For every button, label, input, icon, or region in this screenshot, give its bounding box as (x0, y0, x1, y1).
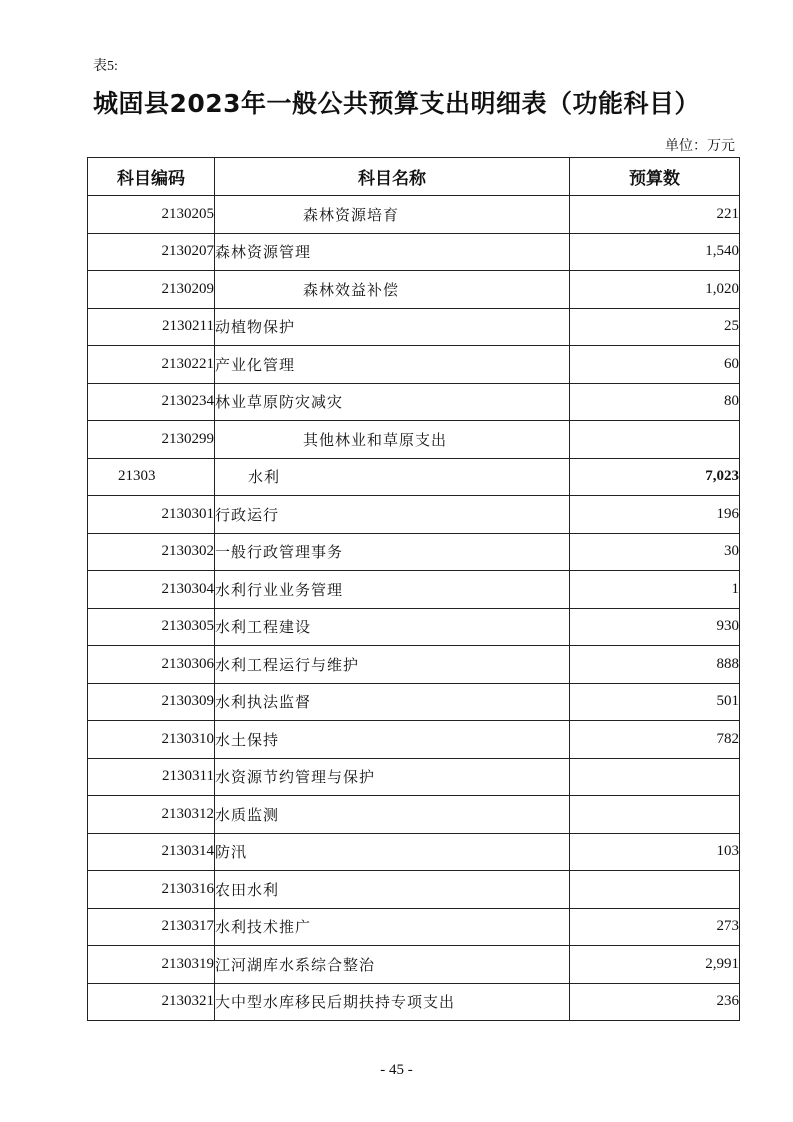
row-name: 水利工程运行与维护 (215, 646, 570, 684)
row-amount: 7,023 (570, 458, 740, 496)
table-row (88, 721, 740, 759)
row-amount (570, 871, 740, 909)
row-code: 2130309 (88, 683, 215, 721)
table-row (88, 346, 740, 384)
row-amount: 60 (570, 346, 740, 384)
header-row (88, 158, 740, 196)
row-code: 2130311 (88, 758, 215, 796)
table-row (88, 796, 740, 834)
table-body (88, 196, 740, 1021)
row-name: 产业化管理 (215, 346, 570, 384)
table-row (88, 946, 740, 984)
row-name: 森林资源管理 (215, 233, 570, 271)
row-amount (570, 796, 740, 834)
table-row (88, 758, 740, 796)
row-code: 2130299 (88, 421, 215, 459)
row-name: 水利行业业务管理 (215, 571, 570, 609)
table-row (88, 908, 740, 946)
table-row (88, 383, 740, 421)
row-code: 2130301 (88, 496, 215, 534)
page-number: - 45 - (380, 1062, 413, 1078)
row-name: 大中型水库移民后期扶持专项支出 (215, 983, 570, 1021)
table-row (88, 458, 740, 496)
row-amount (570, 758, 740, 796)
table-label: 表5: (93, 59, 118, 74)
row-amount: 25 (570, 308, 740, 346)
row-code: 2130207 (88, 233, 215, 271)
row-amount: 221 (570, 196, 740, 234)
row-code: 2130305 (88, 608, 215, 646)
row-amount: 273 (570, 908, 740, 946)
row-code: 2130316 (88, 871, 215, 909)
row-name: 行政运行 (215, 496, 570, 534)
row-code: 2130310 (88, 721, 215, 759)
row-name: 水资源节约管理与保护 (215, 758, 570, 796)
row-name: 其他林业和草原支出 (215, 421, 570, 459)
table-row (88, 271, 740, 309)
row-amount: 782 (570, 721, 740, 759)
budget-table (87, 157, 740, 1021)
row-amount: 80 (570, 383, 740, 421)
row-name: 防汛 (215, 833, 570, 871)
row-code: 2130304 (88, 571, 215, 609)
row-code: 2130312 (88, 796, 215, 834)
row-amount: 1,020 (570, 271, 740, 309)
table-row (88, 683, 740, 721)
row-name: 农田水利 (215, 871, 570, 909)
row-code: 2130221 (88, 346, 215, 384)
row-code: 2130205 (88, 196, 215, 234)
row-amount: 930 (570, 608, 740, 646)
row-amount: 30 (570, 533, 740, 571)
row-code: 2130319 (88, 946, 215, 984)
table-row (88, 871, 740, 909)
table-row (88, 496, 740, 534)
row-amount: 236 (570, 983, 740, 1021)
page-title: 城固县2023年一般公共预算支出明细表（功能科目） (92, 89, 701, 118)
table-row (88, 196, 740, 234)
row-code: 2130234 (88, 383, 215, 421)
row-code: 2130321 (88, 983, 215, 1021)
row-name: 水利技术推广 (215, 908, 570, 946)
table-row (88, 983, 740, 1021)
row-amount: 1 (570, 571, 740, 609)
table-row (88, 646, 740, 684)
table-row (88, 421, 740, 459)
row-amount: 1,540 (570, 233, 740, 271)
row-amount: 103 (570, 833, 740, 871)
row-name: 森林资源培育 (215, 196, 570, 234)
row-name: 水利工程建设 (215, 608, 570, 646)
row-code: 2130317 (88, 908, 215, 946)
row-amount: 501 (570, 683, 740, 721)
header-amount: 预算数 (570, 158, 740, 196)
row-name: 一般行政管理事务 (215, 533, 570, 571)
table-row (88, 308, 740, 346)
row-code: 2130302 (88, 533, 215, 571)
row-name: 水质监测 (215, 796, 570, 834)
row-name: 森林效益补偿 (215, 271, 570, 309)
row-code: 2130314 (88, 833, 215, 871)
table-row (88, 571, 740, 609)
row-name: 水利 (215, 458, 570, 496)
header-code: 科目编码 (88, 158, 215, 196)
table-row (88, 233, 740, 271)
table-row (88, 608, 740, 646)
row-code: 2130209 (88, 271, 215, 309)
table-row (88, 533, 740, 571)
row-amount (570, 421, 740, 459)
row-name: 林业草原防灾减灾 (215, 383, 570, 421)
row-amount: 888 (570, 646, 740, 684)
table-row (88, 833, 740, 871)
row-code: 2130306 (88, 646, 215, 684)
row-amount: 2,991 (570, 946, 740, 984)
row-code: 2130211 (88, 308, 215, 346)
row-amount: 196 (570, 496, 740, 534)
row-name: 动植物保护 (215, 308, 570, 346)
row-name: 水利执法监督 (215, 683, 570, 721)
table-header (88, 158, 740, 196)
row-name: 江河湖库水系综合整治 (215, 946, 570, 984)
row-code: 21303 (88, 458, 215, 496)
header-name: 科目名称 (215, 158, 570, 196)
unit-label: 单位：万元 (665, 138, 735, 154)
row-name: 水土保持 (215, 721, 570, 759)
